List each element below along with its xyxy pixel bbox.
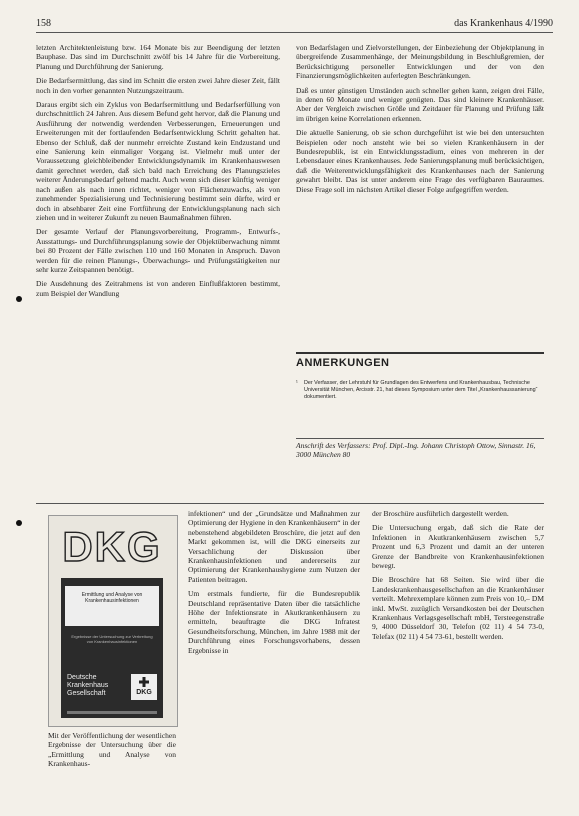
dkg-cross-logo: DKG <box>131 674 157 700</box>
annotations-heading: ANMERKUNGEN <box>296 352 544 369</box>
notice-column-1 <box>48 731 176 774</box>
article-column-right <box>296 43 544 199</box>
dkg-logo: DKG <box>62 523 162 570</box>
punch-hole-mark <box>16 296 22 302</box>
running-header <box>36 18 553 33</box>
paragraph: Der gesamte Verlauf der Planungsvorbereitung, Programm-, Entwurfs-, Ausstattungs- und Durchführungsplanung sowie der Objektüberwachung nimmt bei 80 Prozent der Fälle zwischen 110 und 160 Monaten in Anspruch. Davon werden für die reinen Planungs-, Überwachungs- und Prüfungstätigkeiten nur sehr kurze Zeitspannen benötigt. <box>36 227 280 274</box>
paragraph: Daß es unter günstigen Umständen auch schneller gehen kann, zeigen drei Fälle, in denen 60 Monate und weniger genügten. Das sind kleinere Krankenhäuser. Aber der Vergleich zwischen Größe und Zeitdauer für Planung und Prüfung läßt im übrigen keine Korrelationen erkennen. <box>296 85 544 123</box>
notice-column-2 <box>188 509 360 660</box>
brochure-cover-image <box>48 515 178 727</box>
paragraph: Mit der Veröffentlichung der wesentlichen Ergebnisse der Untersuchung über die „Ermittlung und Analyse von Krankenhaus- <box>48 731 176 769</box>
publisher-name <box>67 674 127 698</box>
publisher-line: Gesellschaft <box>67 690 106 697</box>
journal-title: das Krankenhaus 4/1990 <box>454 18 553 29</box>
paragraph: Die Broschüre hat 68 Seiten. Sie wird über die Landeskrankenhausgesellschaften an die Krankenhäuser verteilt. Mehrexemplare können zum Preis von 10,– DM inkl. MwSt. zuzüglich Versandkosten bei der Deutschen Krankenhaus Verlagsgesellschaft mbH, Tersteegenstraße 9, 4000 Düsseldorf 30, Telefon (02 11) 4 54 73-0, Telefax (02 11) 4 54 73-61, bestellt werden. <box>372 575 544 641</box>
paragraph: infektionen“ und der „Grundsätze und Maßnahmen zur Optimierung der Hygiene in den Krankenhäusern“ in der nebenstehend abgebildeten Broschüre, die jetzt auf den Markt gekommen ist, will die DKG einerseits zur Versachlichung der Diskussion über Krankenhausinfektionen und andererseits zur Optimierung der Krankenhaushygiene zum Nutzen der Patienten beitragen. <box>188 509 360 584</box>
footnote <box>296 380 544 401</box>
article-column-left <box>36 43 280 303</box>
notice-column-3 <box>372 509 544 646</box>
paragraph: Die Untersuchung ergab, daß sich die Rate der Infektionen in Akutkrankenhäusern zwischen 5,7 Prozent und 6,3 Prozent und damit an der unteren Grenze der Bandbreite von Krankenhausinfektionen bewegt. <box>372 523 544 571</box>
paragraph: Die Bedarfsermittlung, das sind im Schnitt die ersten zwei Jahre dieser Zeit, fällt noch in den vorher genannten Nutzungszeitraum. <box>36 76 280 95</box>
footnote-number: ¹ <box>296 380 298 386</box>
publisher-line: Deutsche <box>67 674 97 681</box>
page-number: 158 <box>36 18 51 29</box>
publisher-line: Krankenhaus <box>67 682 109 689</box>
paragraph: letzten Architektenleistung bzw. 164 Monate bis zur Beendigung der letzten Bauphase. Das sind im Durchschnitt zwölf bis 14 Jahre für die Vorbereitung, Planung und Durchführung der Sanierung. <box>36 43 280 71</box>
brochure-cover <box>61 578 163 718</box>
paragraph: von Bedarfslagen und Zielvorstellungen, der Einbeziehung der Objektplanung in übergreifende Zusammenhänge, der Meinungsbildung in Beschlußgremien, der Berücksichtigung personeller Entwicklungen und der von den Finanzierungsmöglichkeiten auferlegten Beschränkungen. <box>296 43 544 81</box>
brochure-title: Ermittlung und Analyse von Krankenhausinfektionen <box>65 586 159 626</box>
footnote-text: Der Verfasser, der Lehrstuhl für Grundlagen des Entwerfens und Krankenhausbau, Technische Universität München, Arcisstr. 21, hat dieses Symposium unter dem Titel „Krankenhaussanierung“ dokumentiert. <box>304 380 538 400</box>
author-address: Anschrift des Verfassers: Prof. Dipl.-Ing. Johann Christoph Ottow, Sinnastr. 16, 3000 München 80 <box>296 438 544 460</box>
paragraph: Daraus ergibt sich ein Zyklus von Bedarfsermittlung und Bedarfserfüllung von durchschnittlich 24 Jahren. Aus diesem Befund geht hervor, daß die Planung und Ausführung der notwendig werdenden Verbesserungen, Erneuerungen und Erweiterungen mit der fortlaufenden Bedarfsentwicklung Schritt gehalten hat. Ebenso der Schluß, daß der nunmehr erreichte Zustand kein Endzustand und eine Sanierung kein einmaliger Vorgang ist. Vielmehr muß unter der Voraussetzung gleichbleibender Entwicklungsdynamik im Krankenhauswesen damit gerechnet werden, daß sich bald nach Erreichung des Planungszieles weiterer Änderungsbedarf geltend macht. Auch wenn sich dieser künftig weniger nach außen als nach innen richtet, weniger von Flächenzuwachs, als von zunehmender Spezialisierung und Technisierung bestimmt sein dürfte, wird er doch in absehbarer Zeit eine Fortführung der Entwicklungsplanung nach sich ziehen und in weiterer Zukunft zu neuen Baumaßnahmen führen. <box>36 100 280 222</box>
section-divider <box>36 503 544 504</box>
paragraph: Die Ausdehnung des Zeitrahmens ist von anderen Einflußfaktoren bestimmt, zum Beispiel der Wandlung <box>36 279 280 298</box>
brochure-subtitle: Ergebnisse der Untersuchung zur Verbreitung von Krankenhausinfektionen <box>71 634 153 644</box>
paragraph: Um erstmals fundierte, für die Bundesrepublik Deutschland repräsentative Daten über die tatsächliche Höhe der Infektionsrate in Akutkrankenhäusern zu ermitteln, beauftragte die DKG Infratest Gesundheitsforschung, München, im Jahre 1988 mit der Durchführung eines Forschungsvorhabens, dessen Ergebnisse in <box>188 589 360 655</box>
paragraph: der Broschüre ausführlich dargestellt werden. <box>372 509 509 518</box>
punch-hole-mark <box>16 520 22 526</box>
paragraph: Die aktuelle Sanierung, ob sie schon durchgeführt ist wie bei den untersuchten Beispielen oder noch ansteht wie bei so vielen Krankenhäusern in der Bundesrepublik, ist ein Entwicklungsstadium, eines von mehreren in der Lebensdauer eines Krankenhauses. Jede Sanierungsplanung muß berücksichtigen, daß die Weiterentwicklungsfähigkeit des Krankenhauses nach der Sanierung gewahrt bleibt. Das ist unter anderem eine Frage des verfügbaren Bauraumes. Diese Frage soll im nächsten Artikel dieser Folge aufgegriffen werden. <box>296 128 544 194</box>
imprint-bar <box>67 711 157 714</box>
